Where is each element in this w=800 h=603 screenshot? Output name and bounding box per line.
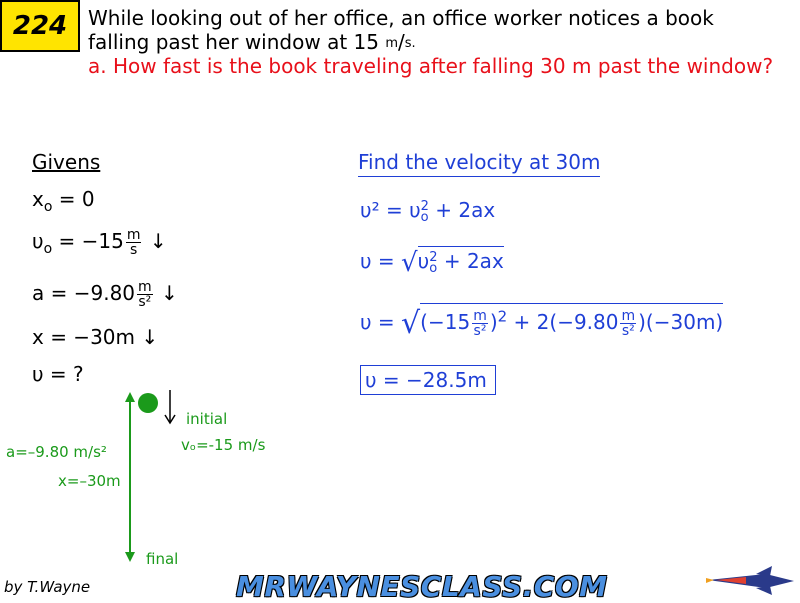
motion-diagram [110,388,190,568]
problem-line-1: While looking out of her office, an office worker notices a book [88,6,714,30]
eq2-body: υ [417,249,430,273]
eq3-part-b: ) [489,310,498,334]
initial-velocity-label: vₒ=-15 m/s [181,436,266,454]
question-a: a. How fast is the book traveling after falling 30 m past the window? [88,54,774,78]
a-unit-den: s² [138,294,152,310]
sqrt-icon: √ [401,248,418,278]
unit-bottom: s. [404,36,416,51]
given-v: υ = ? [32,362,84,386]
eq3-part-c: + 2(−9.80 [507,310,619,334]
x0-value: = 0 [52,187,95,211]
eq3-part-a: (−15 [420,310,471,334]
eq2-radicand [417,246,504,276]
given-a [32,280,178,309]
up-arrow-head [125,392,135,402]
answer-box: υ = −28.5m [360,365,496,395]
displacement-label: x=–30m [58,472,121,490]
v0-unit-num: m [126,227,141,243]
problem-line-2-text: falling past her window at 15 [88,30,386,54]
eq3-radicand [420,303,724,339]
eq3-lhs: υ = [360,310,402,334]
site-logo: MRWAYNESCLASS.COM [236,570,608,603]
eq3-square: 2 [497,307,508,326]
eq3-unit-2 [620,309,636,338]
x0-symbol: x [32,187,44,211]
eq3-unit-2-den: s² [621,323,635,339]
problem-line-2: falling past her window at 15 $^m$/$^{s.}$ [88,30,416,54]
given-x0 [32,187,95,215]
x-value: x = −30m [32,325,135,349]
v0-value: = −15 [52,229,124,253]
eq3-unit-1 [472,309,488,338]
rocket-logo-icon [706,566,796,596]
down-arrow-icon: ↓ [141,325,159,349]
eq1-sub: o [420,209,429,225]
eq3-unit-2-num: m [621,308,636,324]
eq2-lhs: υ = [360,249,402,273]
eq2-sup: 2 [429,249,438,265]
down-arrow-icon: ↓ [161,281,178,305]
down-arrow-head [125,552,135,562]
x0-subscript: o [43,199,53,215]
given-x [32,325,158,349]
problem-statement [88,6,788,78]
down-arrow-icon: ↓ [149,229,167,253]
author-credit: by T.Wayne [4,578,91,596]
eq1-text: υ² = υ [360,198,421,222]
eq3-part-d: )(−30m) [638,310,724,334]
givens-title: Givens [32,150,101,174]
equation-2 [360,248,504,278]
problem-number: 224 [12,11,68,41]
eq3-unit-1-den: s² [473,323,487,339]
equation-1 [360,198,495,223]
acceleration-label: a=–9.80 m/s² [6,443,107,461]
v0-symbol: υ [32,229,44,253]
a-unit [137,280,153,309]
eq2-sub: o [429,260,438,276]
v0-subscript: o [43,241,53,257]
eq2-tail: + 2ax [437,249,504,273]
final-label: final [146,550,179,568]
unit-top: m [385,36,398,51]
initial-label: initial [186,410,228,428]
eq1-sup: 2 [420,198,429,214]
problem-number-badge [0,0,80,52]
equation-3 [360,306,723,341]
eq1-script [420,198,429,225]
book-ball [138,393,158,413]
sqrt-icon: √ [401,306,421,341]
given-v0 [32,228,167,257]
eq3-unit-1-num: m [473,308,487,324]
v0-unit [126,228,142,257]
v0-unit-den: s [130,242,138,258]
a-value: a = −9.80 [32,281,136,305]
a-unit-num: m [138,279,152,295]
solution-title: Find the velocity at 30m [358,150,600,177]
eq1-tail: + 2ax [428,198,496,222]
